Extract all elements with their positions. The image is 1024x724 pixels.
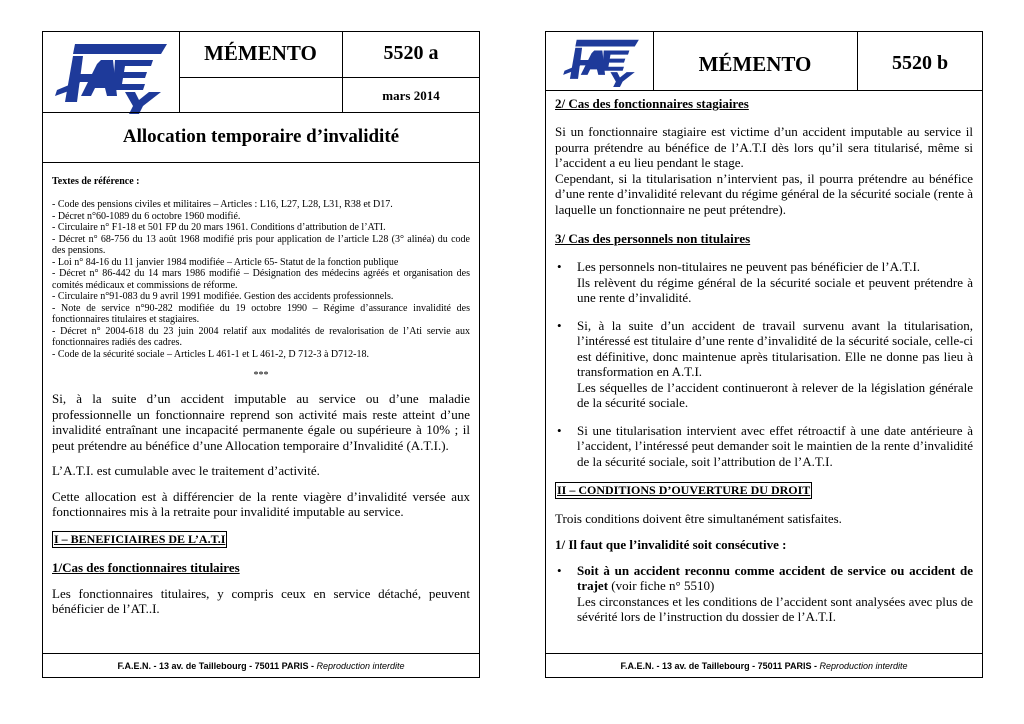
reference-item: - Circulaire n° F1-18 et 501 FP du 20 mars 1961. Conditions d’attribution de l’ATI. [52,222,386,233]
memento-heading: MÉMENTO [204,41,317,65]
page-footer: F.A.E.N. - 13 av. de Taillebourg - 75011 PARIS - Reproduction interdite [117,661,405,671]
cumulative-paragraph: L’A.T.I. est cumulable avec le traitement d’activité. [52,463,320,478]
intro-paragraph: Si, à la suite d’un accident imputable au service ou d’une maladie professionnelle un fonctionnaire reprend son activité mais reste atteint d’une invalidité entraînant une incapacité permanente égale ou supérieure à 10% ; il peut prétendre au bénéfice d’une Allocation temporaire d’Invalidité (A.T.I.). [52,391,470,453]
list-item: • Les personnels non-titulaires ne peuvent pas bénéficier de l’A.T.I. Ils relèvent du régime général de la sécurité sociale et peuvent prétendre à une rente d’invalidité. [557,259,973,305]
footer-notice: Reproduction interdite [819,661,908,671]
memento-page-b [545,31,983,678]
faen-logo-icon [53,40,169,114]
page-b-content [555,96,973,637]
memento-heading: MÉMENTO [698,52,812,76]
separator-stars: *** [253,370,269,381]
memento-code: 5520 b [891,52,949,74]
page-footer: F.A.E.N. - 13 av. de Taillebourg - 75011 PARIS - Reproduction interdite [620,661,908,671]
section-heading-conditions: II – CONDITIONS D’OUVERTURE DU DROIT [557,483,811,497]
references-title: Textes de référence : [52,176,140,187]
reference-item: - Décret n° 2004-618 du 23 juin 2004 relatif aux modalités de revalorisation de l’Ati servie aux fonctionnaires radiés des cadres. [52,325,470,348]
reference-item: - Note de service n°90-282 modifiée du 19 octobre 1990 – Régime d’assurance invalidité des fonctionnaires titulaires et stagiaires. [52,302,470,325]
footer-address: F.A.E.N. - 13 av. de Taillebourg - 75011 PARIS [620,661,812,671]
section-heading-beneficiaires: I – BENEFICIAIRES DE L’A.T.I [54,531,226,546]
subsection-consecutive: 1/ Il faut que l’invalidité soit consécutive : [555,536,787,552]
reference-item: - Décret n°60-1089 du 6 octobre 1960 modifié. [52,210,241,222]
subsection-non-titulaires: 3/ Cas des personnels non titulaires [555,231,751,246]
list-item: • Soit à un accident reconnu comme accident de service ou accident de trajet (voir fiche n° 5510) Les circonstances et les conditions de l’accident sont analysées avec plus de sévérité lors de l’instruction du dossier de l’A.T.I. [557,562,973,624]
consecutive-list [555,563,973,625]
memento-date: mars 2014 [382,88,440,103]
conditions-paragraph: Trois conditions doivent être simultanément satisfaites. [555,511,842,526]
footer-address: F.A.E.N. - 13 av. de Taillebourg - 75011 PARIS [117,661,309,671]
page-a-content [52,176,470,627]
list-item: • Si, à la suite d’un accident de travail survenu avant la titularisation, l’intéressé est titulaire d’une rente d’invalidité de la sécurité sociale, celle-ci est définitive, donc maintenue après titularisation. Elle ne donne pas lieu à transformation en A.T.I. Les séquelles de l’accident continueront à relever de la législation générale de la sécurité sociale. [557,317,973,410]
difference-paragraph: Cette allocation est à différencier de la rente viagère d’invalidité versée aux fonctionnaires mis à la retraite pour invalidité imputable au service. [52,488,470,519]
reference-item: - Loi n° 84-16 du 11 janvier 1984 modifiée – Article 65- Statut de la fonction publique [52,256,399,268]
faen-logo-icon [556,37,646,87]
reference-item: - Décret n° 86-442 du 14 mars 1986 modifié – Désignation des médecins agréés et organisation des comités médicaux et commissions de réforme. [52,268,470,291]
reference-item: - Code des pensions civiles et militaires – Articles : L16, L27, L28, L31, R38 et D17. [52,199,393,210]
subsection-titulaires: 1/Cas des fonctionnaires titulaires [52,559,240,575]
memento-page-a [42,31,480,678]
stagiaires-paragraph: Si un fonctionnaire stagiaire est victime d’un accident imputable au service il pourra prétendre au bénéfice de l’A.T.I dès lors qu’il sera titularisé, même si l’accident a eu lieu pendant le stage. [555,124,973,170]
list-item: • Si une titularisation intervient avec effet rétroactif à une date antérieure à l’accident, l’intéressé peut demander soit le maintien de la rente d’invalidité de la sécurité sociale, soit l’attribution de l’A.T.I. [557,422,973,469]
stagiaires-paragraph-2: Cependant, si la titularisation n’intervient pas, il pourra prétendre au bénéfice d’une rente d’invalidité relevant du régime général de la sécurité sociale (rente à laquelle un fonctionnaire ne peut prétendre). [555,170,973,217]
reference-item: - Décret n° 68-756 du 13 août 1968 modifié pris pour application de l’article L28 (3° alinéa) du code des pensions. [52,233,470,256]
memento-code: 5520 a [383,42,439,64]
reference-item: - Circulaire n°91-083 du 9 avril 1991 modifiée. Gestion des accidents professionnels. [52,291,394,302]
footer-notice: Reproduction interdite [316,661,405,671]
document-title: Allocation temporaire d’invalidité [122,126,400,147]
titulaires-paragraph: Les fonctionnaires titulaires, y compris ceux en service détaché, peuvent bénéficier de l’AT..I. [52,585,470,616]
subsection-stagiaires: 2/ Cas des fonctionnaires stagiaires [555,96,749,111]
reference-item: - Code de la sécurité sociale – Articles L 461-1 et L 461-2, D 712-3 à D712-18. [52,348,369,360]
non-titulaires-list [555,259,973,469]
